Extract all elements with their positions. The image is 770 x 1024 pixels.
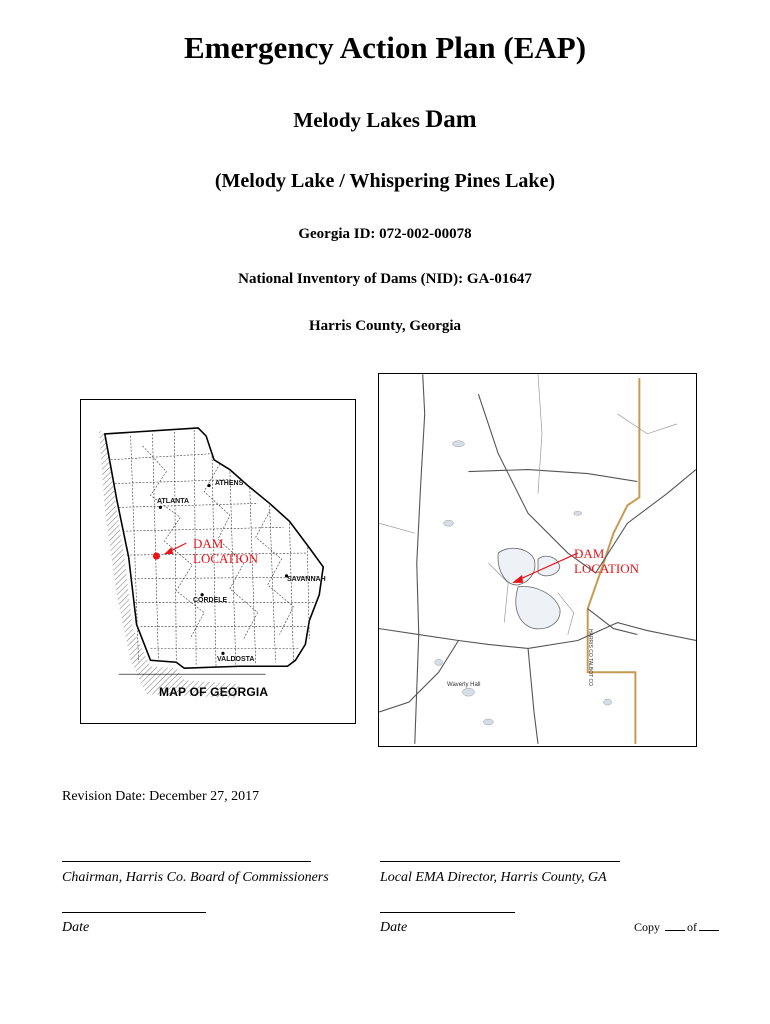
city-valdosta: VALDOSTA — [217, 656, 255, 663]
copy-blank — [665, 930, 685, 931]
date-line-right — [380, 912, 515, 913]
nid-number: National Inventory of Dams (NID): GA-01647 — [238, 271, 532, 287]
dam-label-line2: LOCATION — [574, 561, 639, 576]
city-savannah: SAVANNAH — [287, 576, 326, 583]
georgia-dam-location-label — [193, 536, 258, 566]
location-map — [378, 373, 697, 747]
city-atlanta: ATLANTA — [157, 498, 190, 505]
map-caption: MAP OF GEORGIA — [159, 685, 269, 699]
copy-label: Copy — [634, 920, 661, 934]
date-label-left: Date — [62, 920, 90, 935]
georgia-map — [80, 399, 356, 724]
county-line-label: HARRIS CO TALBOT CO — [587, 629, 593, 686]
copy-total-blank — [699, 930, 719, 931]
dam-label-line1: DAM — [193, 536, 224, 551]
location-map-drawing — [379, 374, 696, 746]
chairman-signature-label: Chairman, Harris Co. Board of Commissioners — [62, 870, 329, 885]
dam-name-part: Melody Lakes — [293, 108, 426, 132]
revision-date: Revision Date: December 27, 2017 — [62, 789, 260, 804]
city-cordele: CORDELE — [193, 597, 228, 604]
dam-label-line1: DAM — [574, 546, 605, 561]
dam-label-line2: LOCATION — [193, 551, 258, 566]
date-line-left — [62, 912, 206, 913]
date-label-right: Date — [380, 920, 408, 935]
chairman-signature-line — [62, 861, 311, 862]
ema-signature-line — [380, 861, 620, 862]
georgia-id: Georgia ID: 072-002-00078 — [298, 226, 472, 242]
copy-of-label: of — [687, 920, 698, 934]
copy-number — [634, 920, 721, 935]
dam-name-dam: Dam — [425, 106, 477, 133]
lake-names: (Melody Lake / Whispering Pines Lake) — [214, 170, 556, 192]
county-name: Harris County, Georgia — [308, 318, 462, 334]
dam-name — [0, 106, 770, 134]
document-title: Emergency Action Plan (EAP) — [183, 30, 587, 65]
ema-signature-label: Local EMA Director, Harris County, GA — [380, 870, 607, 885]
city-athens: ATHENS — [215, 480, 244, 487]
local-dam-location-label — [574, 546, 639, 576]
place-label: Waverly Hall — [447, 682, 481, 688]
